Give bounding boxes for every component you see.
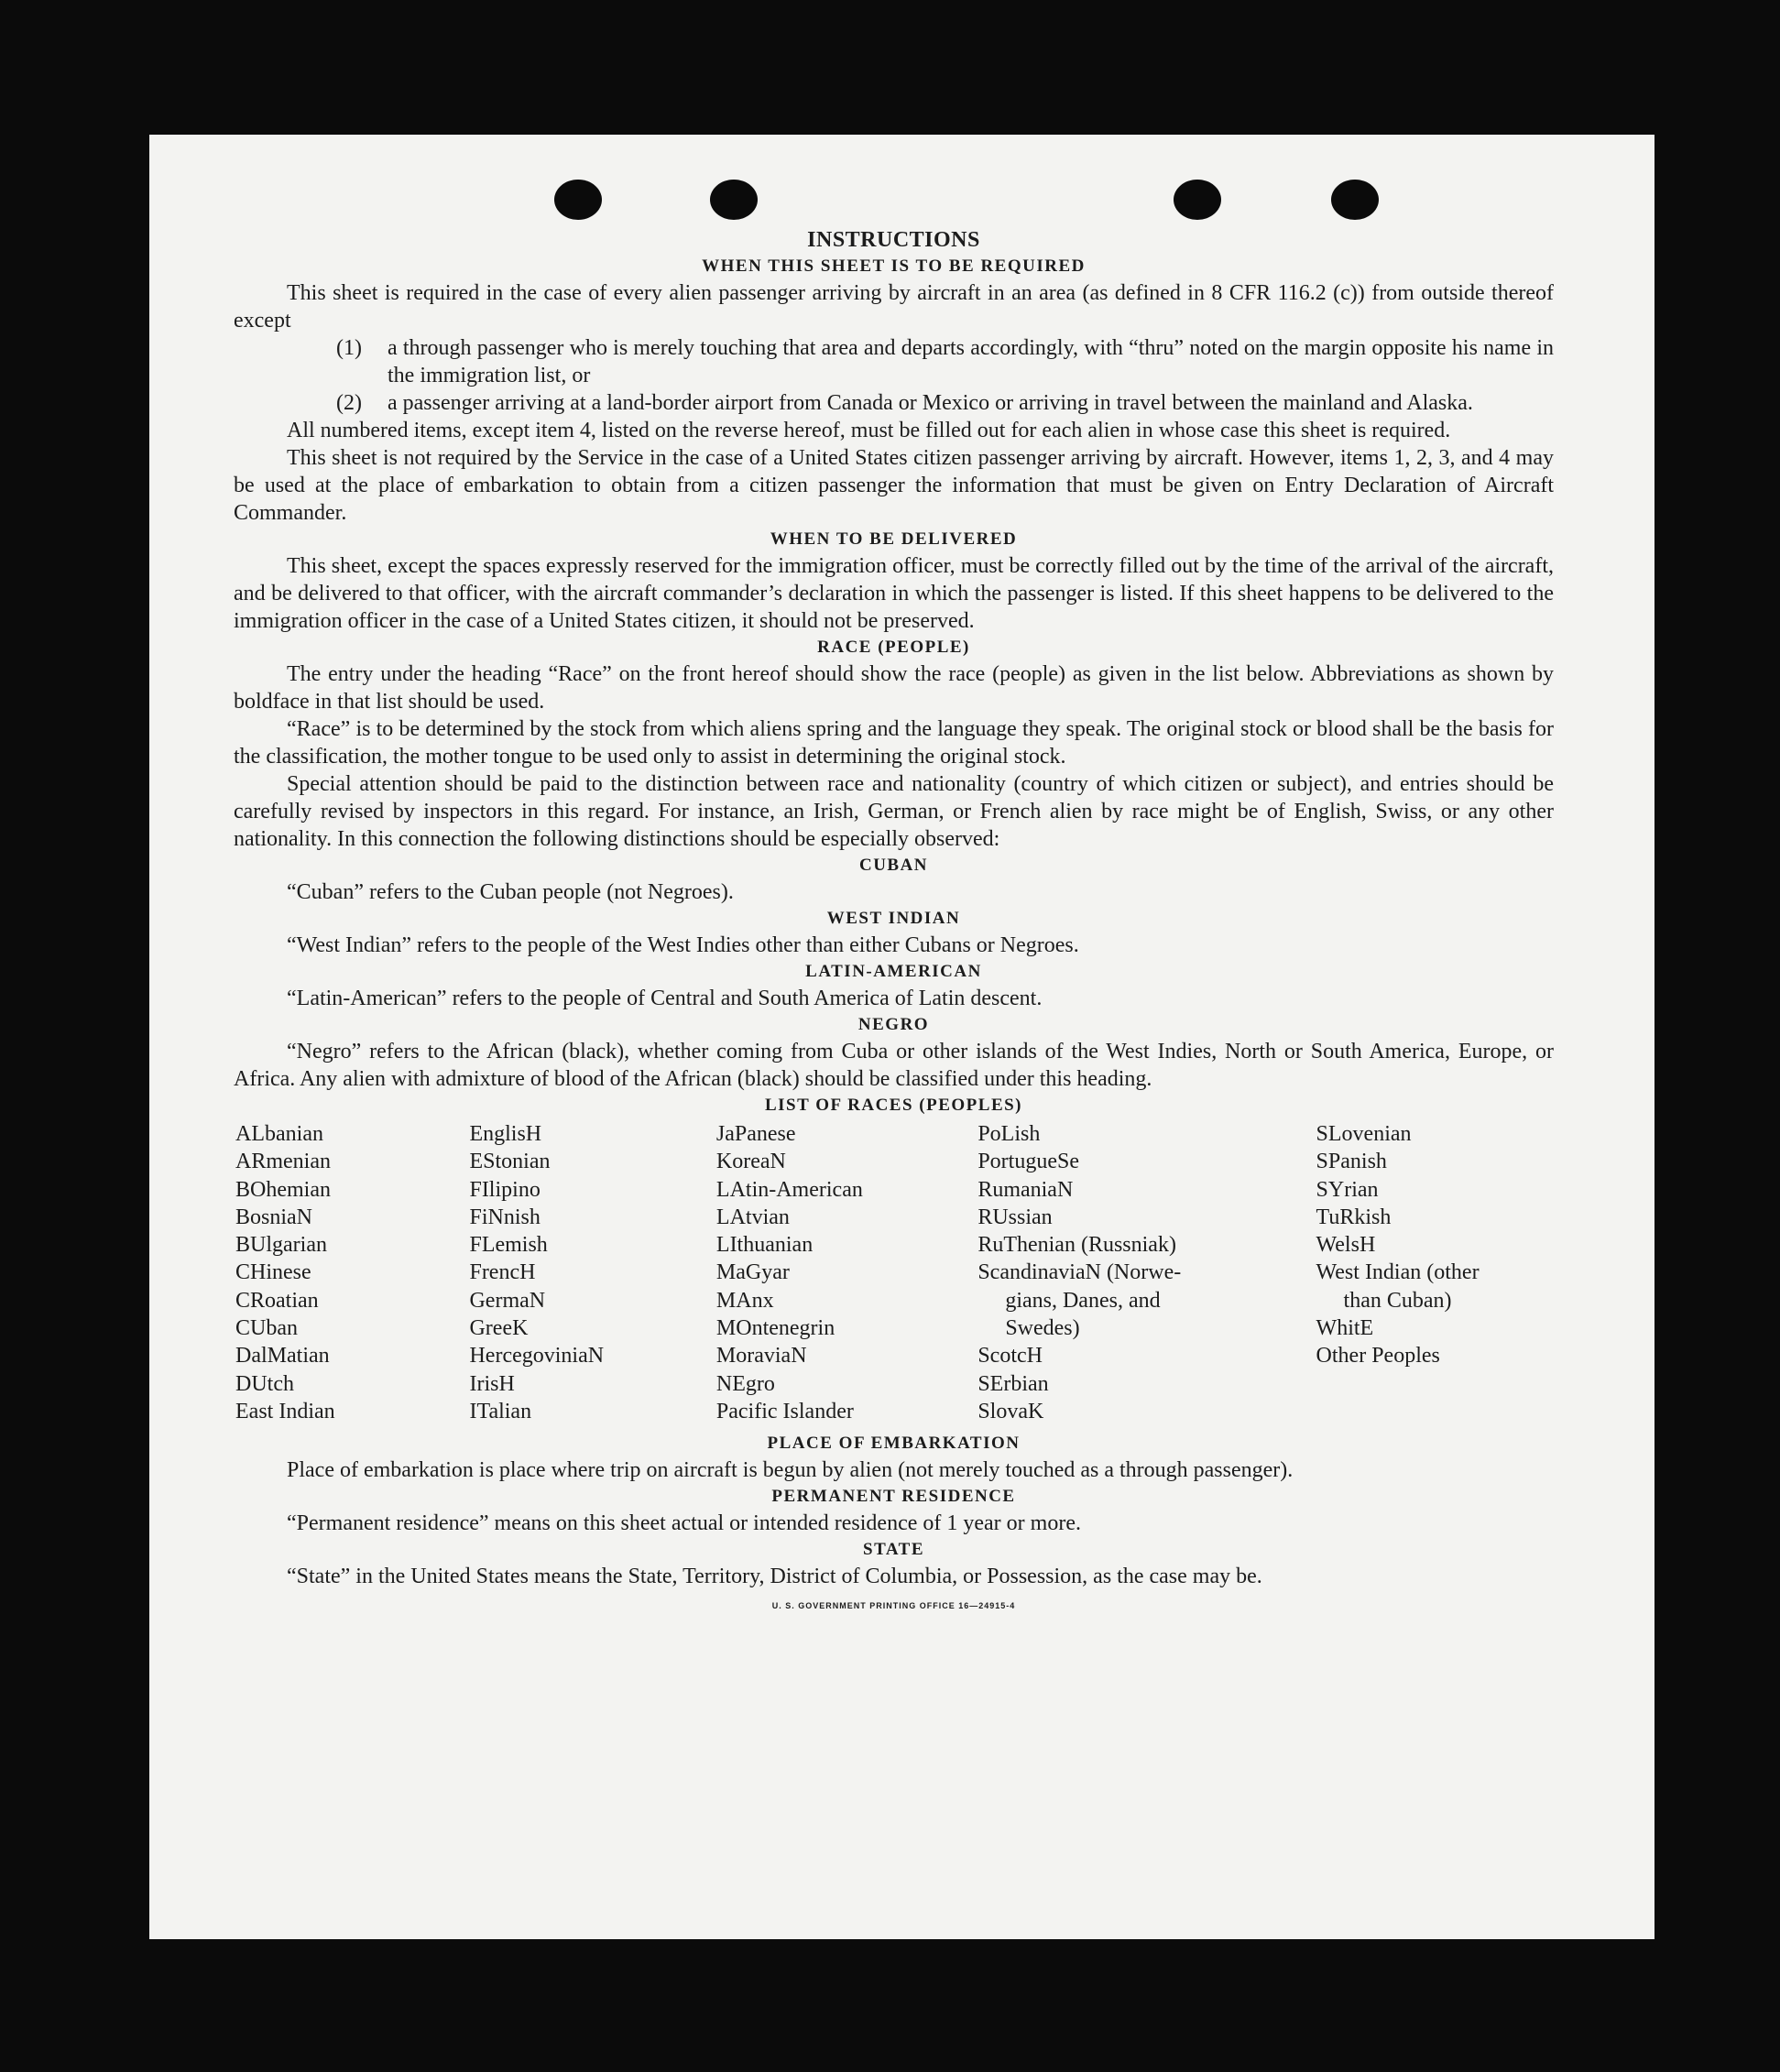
section-heading-state: STATE bbox=[863, 1540, 924, 1560]
race-entry: ScandinaviaN (Norwe- bbox=[977, 1260, 1182, 1285]
race-entry: EStonian bbox=[469, 1150, 551, 1174]
race-entry: CUban bbox=[235, 1316, 298, 1341]
race-entry: West Indian (other bbox=[1316, 1260, 1480, 1285]
race-entry: HercegoviniaN bbox=[469, 1344, 605, 1369]
race-entry: FLemish bbox=[469, 1233, 548, 1258]
item-text: a through passenger who is merely touching that area and departs accordingly, with “thru” noted on the margin opposite his name in the immigration list, or bbox=[388, 336, 1554, 387]
paragraph-state: “State” in the United States means the State, Territory, District of Columbia, or Possession, as the case may be. bbox=[287, 1565, 1262, 1589]
race-entry: BUlgarian bbox=[235, 1233, 327, 1258]
exception-item-1 bbox=[336, 334, 1554, 389]
races-column bbox=[235, 1120, 469, 1425]
race-entry: SYrian bbox=[1316, 1177, 1379, 1202]
section-heading-west-indian: WEST INDIAN bbox=[826, 909, 961, 928]
section-heading-latin-american: LATIN-AMERICAN bbox=[805, 962, 982, 981]
paragraph-delivered: This sheet, except the spaces expressly reserved for the immigration officer, must be correctly filled out by the time of the arrival of the aircraft, and be delivered to that officer, with the aircraft commander’s declaration in which the passenger is listed. If this sheet happens to be delivered to the immigration officer in the case of a United States citizen, it should not be preserved. bbox=[234, 554, 1554, 633]
race-entry: MOntenegrin bbox=[715, 1316, 835, 1341]
punch-hole bbox=[554, 180, 602, 220]
race-entry: ScotcH bbox=[977, 1344, 1043, 1369]
race-entry: SErbian bbox=[977, 1371, 1049, 1396]
paragraph-required-3: This sheet is not required by the Service in the case of a United States citizen passenger arriving by aircraft. However, items 1, 2, 3, and 4 may be used at the place of embarkation to obtain from a citizen passenger the information that must be given on Entry Declaration of Aircraft Commander. bbox=[234, 446, 1554, 525]
race-entry: TuRkish bbox=[1316, 1205, 1392, 1229]
race-entry: NEgro bbox=[715, 1371, 775, 1396]
section-heading-cuban: CUBAN bbox=[858, 856, 929, 875]
race-entry-continued: Swedes) bbox=[1005, 1316, 1080, 1341]
race-entry: RumaniaN bbox=[977, 1177, 1074, 1202]
punch-hole bbox=[1174, 180, 1221, 220]
item-number: (1) bbox=[336, 336, 362, 360]
race-entry: Other Peoples bbox=[1316, 1344, 1440, 1369]
race-entry: MoraviaN bbox=[715, 1344, 807, 1369]
race-entry: GermaN bbox=[469, 1288, 546, 1313]
page-title: INSTRUCTIONS bbox=[807, 228, 980, 252]
race-entry: SLovenian bbox=[1316, 1122, 1412, 1146]
races-list bbox=[235, 1120, 1554, 1425]
race-entry: LIthuanian bbox=[715, 1233, 814, 1258]
race-entry: SPanish bbox=[1316, 1150, 1387, 1174]
paragraph-race-2: “Race” is to be determined by the stock from which aliens spring and the language they speak. The original stock or blood shall be the basis for the classification, the mother tongue to be used only to assist in determining the original stock. bbox=[234, 717, 1554, 769]
paragraph-race-1: The entry under the heading “Race” on the front hereof should show the race (people) as given in the list below. Abbreviations as shown by boldface in that list should be used. bbox=[234, 662, 1554, 714]
race-entry: ITalian bbox=[469, 1399, 532, 1423]
paragraph-embarkation: Place of embarkation is place where trip on aircraft is begun by alien (not merely touched as a through passenger). bbox=[287, 1458, 1294, 1483]
race-entry: FIlipino bbox=[469, 1177, 541, 1202]
race-entry: WhitE bbox=[1316, 1316, 1374, 1341]
paragraph-cuban: “Cuban” refers to the Cuban people (not Negroes). bbox=[287, 880, 734, 904]
race-entry: GreeK bbox=[469, 1316, 529, 1341]
race-entry: MAnx bbox=[715, 1288, 774, 1313]
paragraph-required-2: All numbered items, except item 4, listed on the reverse hereof, must be filled out for each alien in whose case this sheet is required. bbox=[287, 419, 1451, 442]
section-heading-delivered: WHEN TO BE DELIVERED bbox=[770, 529, 1018, 549]
race-entry-continued: than Cuban) bbox=[1343, 1288, 1452, 1313]
race-entry: East Indian bbox=[235, 1399, 335, 1423]
race-entry: CHinese bbox=[235, 1260, 311, 1285]
paragraph-required-1: This sheet is required in the case of every alien passenger arriving by aircraft in an area (as defined in 8 CFR 116.2 (c)) from outside thereof except bbox=[234, 281, 1554, 333]
races-column bbox=[469, 1120, 715, 1425]
race-entry: LAtin-American bbox=[715, 1177, 863, 1202]
race-entry: ARmenian bbox=[235, 1150, 331, 1174]
race-entry: DUtch bbox=[235, 1371, 294, 1396]
paragraph-residence: “Permanent residence” means on this sheet actual or intended residence of 1 year or more. bbox=[287, 1511, 1081, 1536]
races-column bbox=[716, 1120, 977, 1425]
race-entry: LAtvian bbox=[715, 1205, 790, 1229]
races-column bbox=[1316, 1120, 1554, 1425]
paragraph-latin-american: “Latin-American” refers to the people of Central and South America of Latin descent. bbox=[287, 987, 1043, 1010]
race-entry: EnglisH bbox=[469, 1122, 542, 1146]
section-heading-negro: NEGRO bbox=[857, 1015, 930, 1034]
race-entry: IrisH bbox=[469, 1371, 515, 1396]
race-entry: DalMatian bbox=[235, 1344, 330, 1369]
section-heading-residence: PERMANENT RESIDENCE bbox=[771, 1487, 1016, 1507]
race-entry: PoLish bbox=[977, 1122, 1041, 1146]
section-heading-embarkation: PLACE OF EMBARKATION bbox=[767, 1434, 1021, 1454]
race-entry: BOhemian bbox=[235, 1177, 331, 1202]
race-entry: RuThenian (Russniak) bbox=[977, 1233, 1176, 1258]
race-entry: RUssian bbox=[977, 1205, 1053, 1229]
race-entry: PortugueSe bbox=[977, 1150, 1079, 1174]
paragraph-negro: “Negro” refers to the African (black), whether coming from Cuba or other islands of the West Indies, North or South America, Europe, or Africa. Any alien with admixture of blood of the African (black) should be classified under this heading. bbox=[234, 1040, 1554, 1091]
races-column bbox=[977, 1120, 1316, 1425]
race-entry: SlovaK bbox=[977, 1399, 1044, 1423]
item-text: a passenger arriving at a land-border airport from Canada or Mexico or arriving in travel between the mainland and Alaska. bbox=[388, 391, 1473, 415]
instruction-sheet bbox=[149, 135, 1654, 1939]
section-heading-races-list: LIST OF RACES (PEOPLES) bbox=[764, 1096, 1023, 1115]
race-entry: Pacific Islander bbox=[715, 1399, 854, 1423]
punch-hole bbox=[710, 180, 758, 220]
race-entry: MaGyar bbox=[715, 1260, 790, 1285]
race-entry: FiNnish bbox=[469, 1205, 541, 1229]
item-number: (2) bbox=[336, 391, 362, 415]
race-entry: BosniaN bbox=[235, 1205, 312, 1229]
section-heading-required: WHEN THIS SHEET IS TO BE REQUIRED bbox=[702, 256, 1086, 276]
exception-item-2 bbox=[336, 389, 1554, 417]
paragraph-race-3: Special attention should be paid to the distinction between race and nationality (country of which citizen or subject), and entries should be carefully revised by inspectors in this regard. For instance, an Irish, German, or French alien by race might be of English, Swiss, or any other nationality. In this connection the following distinctions should be especially observed: bbox=[234, 772, 1554, 851]
race-entry: ALbanian bbox=[235, 1122, 323, 1146]
printer-imprint: U. S. GOVERNMENT PRINTING OFFICE 16—24915-4 bbox=[771, 1601, 1016, 1611]
race-entry: JaPanese bbox=[715, 1122, 796, 1146]
paragraph-west-indian: “West Indian” refers to the people of the West Indies other than either Cubans or Negroes. bbox=[287, 933, 1079, 957]
section-heading-race: RACE (PEOPLE) bbox=[817, 638, 970, 657]
race-entry: KoreaN bbox=[715, 1150, 786, 1174]
race-entry: CRoatian bbox=[235, 1288, 319, 1313]
race-entry: WelsH bbox=[1316, 1233, 1376, 1258]
race-entry: FrencH bbox=[469, 1260, 536, 1285]
punch-hole bbox=[1331, 180, 1379, 220]
race-entry-continued: gians, Danes, and bbox=[1005, 1288, 1161, 1313]
